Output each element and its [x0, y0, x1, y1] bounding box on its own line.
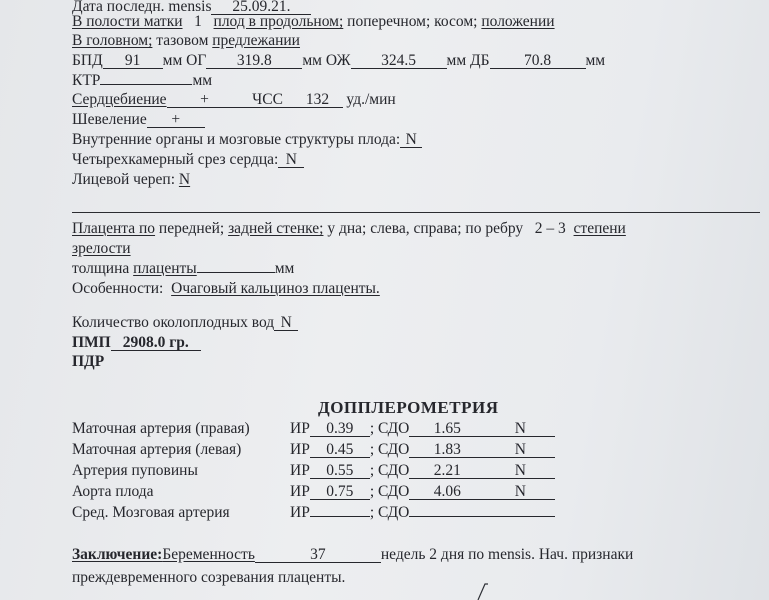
crl-label: КТР	[72, 72, 101, 89]
presentation-cephalic: В головном;	[72, 32, 153, 49]
crl-blank	[100, 84, 192, 85]
edd-label: ПДР	[72, 353, 105, 370]
presentation-breech: тазовом	[156, 32, 209, 49]
heartbeat-label: Сердцебиение	[72, 91, 167, 108]
position-other: поперечном; косом;	[347, 13, 478, 30]
features-value: Очаговый кальциноз плаценты.	[171, 280, 380, 297]
amniotic-fluid-line	[72, 314, 298, 332]
flag-value: N	[485, 442, 555, 458]
ri-value: 0.75	[310, 484, 370, 500]
doppler-row-values	[290, 504, 555, 522]
doppler-row-name: Аорта плода	[72, 483, 154, 500]
movement-value: +	[147, 112, 205, 128]
crl-line	[72, 72, 212, 90]
ac-value: 324.5	[351, 53, 447, 69]
sdo-value: 1.65	[409, 421, 485, 437]
position-word: положении	[481, 13, 555, 30]
sdo-label: ; СДО	[369, 483, 410, 500]
sdo-label: ; СДО	[369, 462, 410, 479]
doppler-row-name: Маточная артерия (правая)	[72, 420, 250, 437]
ri-value	[310, 516, 370, 517]
fl-unit: мм	[585, 52, 606, 69]
thickness-word: плаценты	[133, 260, 197, 277]
sdo-value: 1.83	[409, 442, 485, 458]
sdo-label: ; СДО	[369, 441, 410, 458]
placenta-features-line	[72, 280, 380, 298]
presentation-word: предлежании	[212, 32, 300, 49]
hr-label: ЧСС	[243, 92, 293, 108]
ri-label: ИР	[290, 483, 310, 500]
sdo-value: 2.21	[409, 463, 485, 479]
doppler-row-values	[290, 462, 555, 480]
placenta-location-line	[72, 220, 626, 238]
pen-mark-icon	[476, 582, 490, 600]
conclusion-line	[72, 546, 633, 564]
efw-label: ПМП	[72, 334, 111, 351]
thickness-blank	[197, 272, 275, 273]
ri-value: 0.39	[310, 421, 370, 437]
internal-organs-line	[72, 131, 422, 149]
hc-value: 319.8	[206, 53, 302, 69]
fl-label: мм ДБ	[446, 52, 490, 69]
placenta-thickness-line	[72, 260, 294, 278]
thickness-label: толщина	[72, 260, 130, 277]
facial-skull-line	[72, 171, 190, 189]
fetus-position-line	[72, 13, 555, 31]
ri-label: ИР	[290, 504, 310, 521]
four-chamber-label: Четырехкамерный срез сердца:	[72, 151, 279, 168]
efw-value: 2908.0 гр.	[111, 335, 201, 351]
placenta-degree: степени	[573, 220, 626, 237]
conclusion-text-2: преждевременного созревания плаценты.	[72, 569, 346, 586]
doppler-row-name: Маточная артерия (левая)	[72, 441, 242, 458]
sdo-label: ; СДО	[369, 504, 410, 521]
uterus-label: В полости матки	[72, 13, 183, 30]
crl-unit: мм	[192, 72, 213, 89]
amniotic-fluid-label: Количество околоплодных вод	[72, 314, 275, 331]
hr-value: 132	[293, 92, 343, 108]
placenta-maturity-line	[72, 240, 131, 258]
placenta-maturity-word: зрелости	[72, 240, 131, 257]
ri-value: 0.45	[310, 442, 370, 458]
flag-value: N	[485, 463, 555, 479]
doppler-row-values	[290, 420, 555, 438]
edd-line	[72, 353, 104, 371]
placenta-label: Плацента по	[72, 220, 156, 237]
amniotic-fluid-value: N	[274, 315, 298, 331]
last-mensis-label: Дата последн. mensis	[72, 0, 212, 15]
features-label: Особенности:	[72, 280, 164, 297]
ri-label: ИР	[290, 420, 310, 437]
conclusion-text: недель 2 дня по mensis. Нач. признаки	[380, 546, 634, 563]
conclusion-label: Заключение:	[72, 546, 163, 563]
doppler-row-name: Артерия пуповины	[72, 462, 198, 479]
fl-value: 70.8	[490, 53, 586, 69]
flag-value	[485, 516, 555, 517]
movement-label: Шевеление	[72, 111, 147, 128]
section-divider	[72, 212, 760, 213]
movement-line	[72, 111, 205, 129]
flag-value: N	[485, 421, 555, 437]
presentation-line	[72, 32, 300, 50]
conclusion-pregnancy: Беременность	[162, 546, 255, 563]
four-chamber-line	[72, 151, 304, 169]
placenta-anterior: передней;	[158, 220, 225, 237]
ri-label: ИР	[290, 441, 310, 458]
fetus-count: 1	[194, 13, 202, 30]
gestational-weeks: 37	[255, 547, 381, 563]
sdo-label: ; СДО	[369, 420, 410, 437]
biometry-line	[72, 52, 605, 70]
last-mensis-value: 25.09.21.	[211, 0, 311, 15]
heartbeat-line	[72, 91, 396, 109]
doppler-row-values	[290, 441, 555, 459]
doppler-row-values	[290, 483, 555, 501]
four-chamber-value: N	[278, 152, 304, 168]
placenta-other: у дна; слева, справа; по ребру	[327, 220, 524, 237]
ri-label: ИР	[290, 462, 310, 479]
hc-label: мм ОГ	[162, 52, 207, 69]
bpd-label: БПД	[72, 52, 103, 69]
heartbeat-value: +	[167, 92, 243, 108]
facial-skull-label: Лицевой череп:	[72, 171, 176, 188]
flag-value: N	[485, 484, 555, 500]
facial-skull-value: N	[178, 171, 191, 188]
conclusion-line-2	[72, 569, 345, 587]
doppler-row-name: Сред. Мозговая артерия	[72, 504, 230, 521]
sdo-value	[409, 516, 485, 517]
ac-label: мм ОЖ	[302, 52, 351, 69]
internal-organs-value: N	[400, 132, 422, 148]
position-longitudinal: плод в продольном;	[213, 13, 344, 30]
sdo-value: 4.06	[409, 484, 485, 500]
placenta-maturity: 2 – 3	[534, 220, 566, 237]
thickness-unit: мм	[274, 260, 295, 277]
internal-organs-label: Внутренние органы и мозговые структуры плода:	[72, 131, 401, 148]
hr-unit: уд./мин	[346, 91, 396, 108]
bpd-value: 91	[103, 53, 163, 69]
ri-value: 0.55	[310, 463, 370, 479]
efw-line	[72, 334, 201, 352]
doppler-heading: ДОППЛЕРОМЕТРИЯ	[318, 398, 499, 417]
placenta-posterior: задней стенке;	[228, 220, 324, 237]
